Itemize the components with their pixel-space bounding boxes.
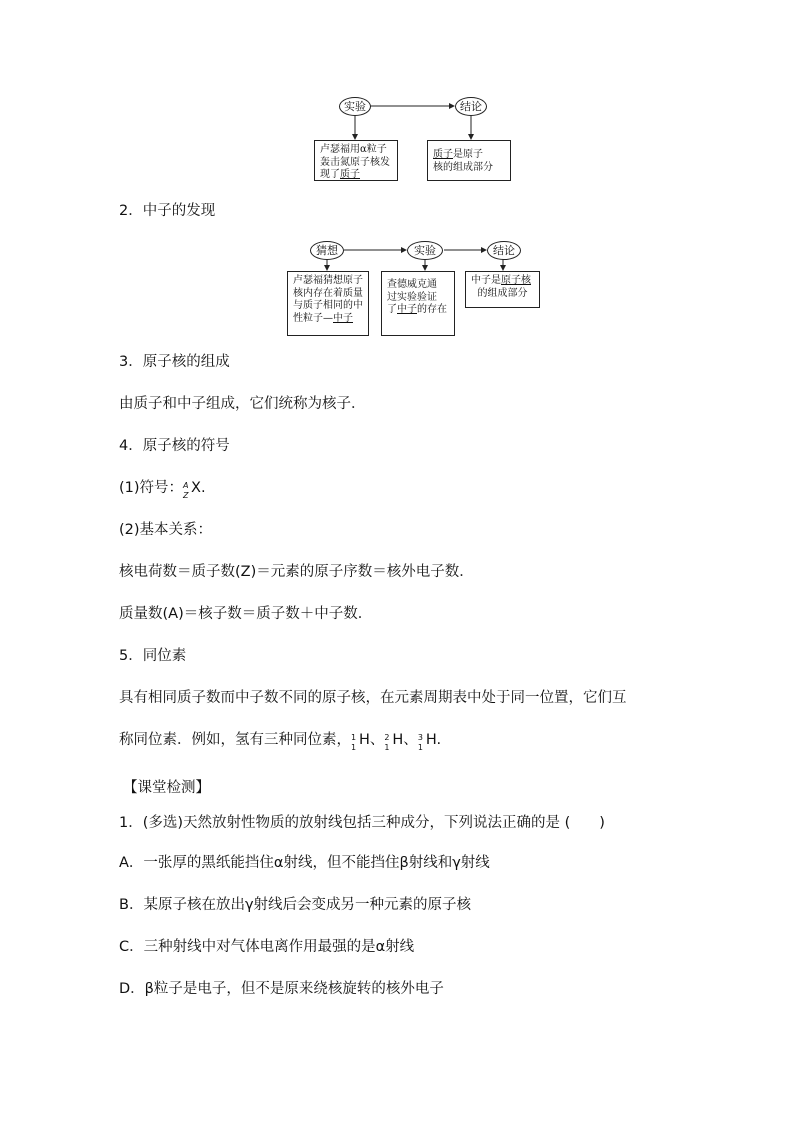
classroom-check-heading: 【课堂检测】 [123, 780, 210, 796]
experiment-node-2: 实验 [407, 241, 443, 260]
rutherford-experiment-box [314, 140, 398, 181]
sec5-line2: 称同位素．例如，氢有三种同位素， 1 1 H、 2 1 H、 3 1 H. [119, 732, 442, 752]
nuclide-notation: 1 1 [351, 733, 357, 752]
sec4-relation1: 核电荷数＝质子数(Z)＝元素的原子序数＝核外电子数． [119, 564, 474, 580]
isotope-list [351, 732, 442, 752]
question-1-option-a[interactable]: A．一张厚的黑纸能挡住α射线，但不能挡住β射线和γ射线 [119, 855, 490, 871]
sec3-heading: 3．原子核的组成 [119, 354, 230, 370]
question-1-stem: 1．(多选)天然放射性物质的放射线包括三种成分，下列说法正确的是 ( ) [119, 815, 605, 831]
conclusion-node: 结论 [455, 97, 487, 116]
box-line: 现了质子 [320, 169, 360, 180]
sec4-heading: 4．原子核的符号 [119, 438, 230, 454]
box-line: 卢瑟福用α粒子 [320, 144, 387, 155]
rutherford-guess-box [287, 271, 369, 336]
chadwick-experiment-box [381, 271, 455, 336]
question-1-option-c[interactable]: C．三种射线中对气体电离作用最强的是α射线 [119, 939, 415, 955]
question-1-option-b[interactable]: B．某原子核在放出γ射线后会变成另一种元素的原子核 [119, 897, 472, 913]
sec4-relation2: 质量数(A)＝核子数＝质子数＋中子数． [119, 606, 373, 622]
box-line: 质子是原子 [433, 149, 483, 160]
box-line: 核内存在着质量 [293, 287, 363, 299]
box-line: 查德威克通 [387, 279, 437, 290]
box-line: 与质子相同的中 [293, 300, 363, 311]
sec5-line1: 具有相同质子数而中子数不同的原子核，在元素周期表中处于同一位置，它们互 [119, 690, 627, 706]
sec4-symbol: (1)符号： A Z X. [119, 480, 206, 500]
box-line: 核的组成部分 [433, 161, 493, 173]
isotope-symbol: 1 1 H、 [351, 732, 385, 752]
conclusion-node-2: 结论 [487, 241, 521, 260]
guess-node: 猜想 [310, 241, 344, 260]
isotope-symbol: 2 1 H、 [384, 732, 418, 752]
sec3-text: 由质子和中子组成，它们统称为核子． [119, 396, 366, 412]
proton-conclusion-box [427, 140, 511, 181]
box-line: 过实验验证 [387, 291, 437, 303]
sec5-heading: 5．同位素 [119, 648, 187, 664]
nuclide-notation: 2 1 [384, 733, 390, 752]
neutron-conclusion-box [465, 271, 540, 308]
box-line: 性粒子—中子 [293, 312, 353, 324]
box-line: 了中子的存在 [387, 304, 447, 315]
isotope-symbol: 3 1 H. [417, 732, 442, 752]
nuclide-notation: 3 1 [417, 733, 423, 752]
sec4-relation-heading: (2)基本关系： [119, 522, 213, 538]
experiment-node: 实验 [339, 97, 371, 116]
sec2-heading: 2．中子的发现 [119, 203, 216, 219]
box-line: 的组成部分 [477, 287, 528, 299]
nuclide-notation: A Z [183, 481, 189, 500]
box-line: 轰击氮原子核发 [320, 156, 390, 168]
question-1-option-d[interactable]: D．β粒子是电子，但不是原来绕核旋转的核外电子 [119, 981, 444, 997]
box-line: 中子是原子核 [471, 275, 531, 286]
box-line: 卢瑟福猜想原子 [293, 275, 363, 286]
